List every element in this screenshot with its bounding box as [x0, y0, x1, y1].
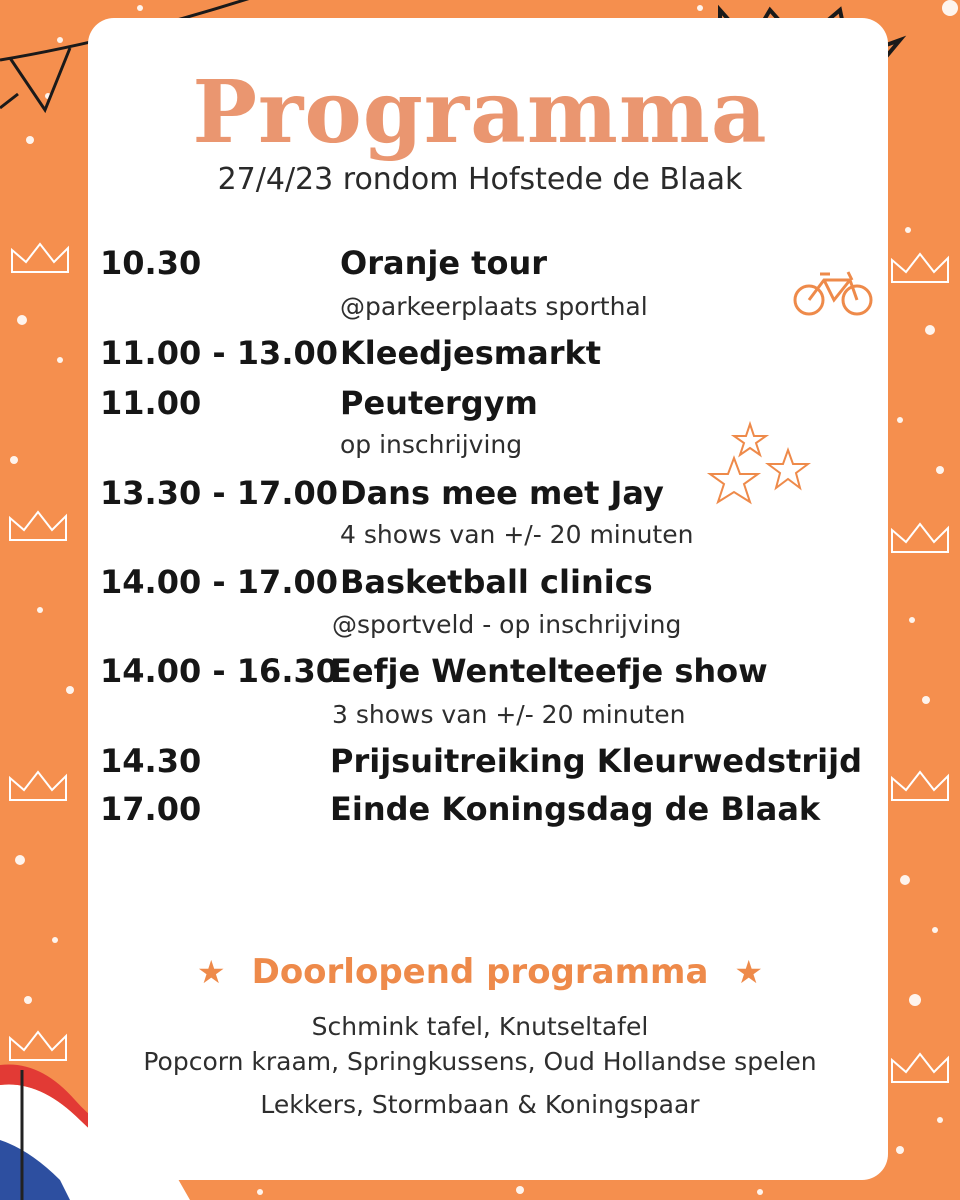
- schedule-note: 3 shows van +/- 20 minuten: [332, 700, 686, 729]
- schedule-activity: Dans mee met Jay: [340, 474, 664, 512]
- continuous-program-line: Popcorn kraam, Springkussens, Oud Hollandse spelen: [143, 1047, 817, 1076]
- schedule-time: 14.00 - 17.00: [100, 563, 338, 601]
- schedule-time: 13.30 - 17.00: [100, 474, 338, 512]
- star-icon: ★: [734, 953, 764, 991]
- continuous-program-title: Doorlopend programma: [251, 952, 709, 992]
- schedule-time: 11.00: [100, 384, 202, 422]
- schedule-note: @sportveld - op inschrijving: [332, 610, 682, 639]
- star-icon: [700, 412, 818, 516]
- schedule-time: 14.00 - 16.30: [100, 652, 338, 690]
- schedule-time: 10.30: [100, 244, 202, 282]
- schedule-note: 4 shows van +/- 20 minuten: [340, 520, 694, 549]
- schedule-time: 14.30: [100, 742, 202, 780]
- continuous-program-heading: [0, 952, 960, 992]
- schedule-time: 17.00: [100, 790, 202, 828]
- schedule-time: 11.00 - 13.00: [100, 334, 338, 372]
- schedule-activity: Basketball clinics: [340, 563, 653, 601]
- continuous-program-line: Schmink tafel, Knutseltafel: [311, 1012, 649, 1041]
- schedule-note: op inschrijving: [340, 430, 523, 459]
- event-date-location: 27/4/23 rondom Hofstede de Blaak: [217, 162, 743, 197]
- schedule-activity: Prijsuitreiking Kleurwedstrijd: [330, 742, 862, 780]
- schedule-activity: Oranje tour: [340, 244, 548, 282]
- schedule-activity: Peutergym: [340, 384, 538, 422]
- schedule-activity: Kleedjesmarkt: [340, 334, 602, 372]
- schedule-activity: Einde Koningsdag de Blaak: [330, 790, 821, 828]
- schedule-activity: Eefje Wentelteefje show: [330, 652, 768, 690]
- continuous-program-line: Lekkers, Stormbaan & Koningspaar: [260, 1090, 700, 1119]
- page-title: Programma: [192, 62, 768, 163]
- star-icon: ★: [196, 953, 226, 991]
- schedule-note: @parkeerplaats sporthal: [340, 292, 648, 321]
- bicycle-icon: [792, 264, 874, 320]
